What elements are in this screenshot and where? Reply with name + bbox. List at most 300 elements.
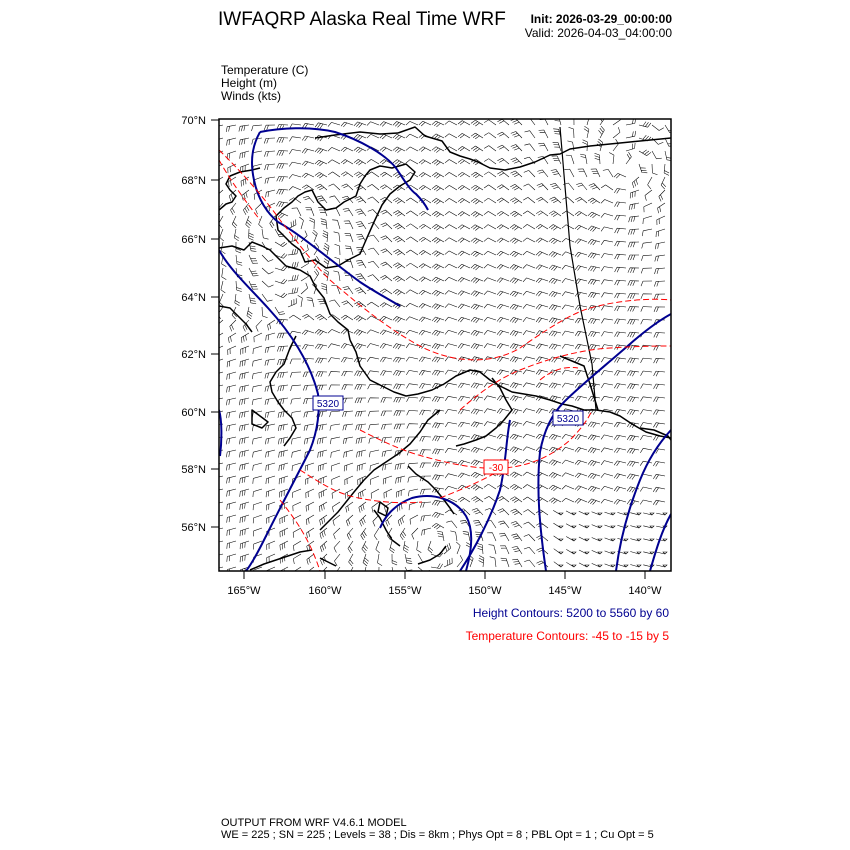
wind-barb	[458, 198, 470, 203]
wind-barb	[288, 287, 298, 294]
wind-barb	[368, 235, 379, 242]
wind-barb	[418, 567, 430, 573]
wind-barb	[614, 422, 626, 427]
wind-barb	[403, 541, 409, 553]
wind-barb	[348, 541, 353, 553]
wind-barb	[471, 291, 483, 297]
wind-barb	[354, 357, 366, 363]
wind-barb	[653, 487, 665, 492]
wind-barb	[342, 301, 353, 307]
wind-barb	[484, 120, 496, 125]
wind-barb	[445, 474, 457, 478]
wind-barb	[536, 305, 548, 310]
wind-barb	[588, 226, 600, 232]
wind-barb	[291, 385, 302, 391]
wind-barb	[341, 357, 353, 362]
wind-barb	[381, 398, 392, 403]
lon-label-155: 155°W	[388, 585, 422, 597]
wind-barb	[393, 134, 405, 140]
wind-barb	[315, 172, 327, 178]
height-contour-label-2	[553, 411, 583, 425]
wind-barb	[227, 502, 236, 510]
wind-barb	[253, 476, 262, 484]
wind-barb	[562, 211, 574, 216]
wind-barb	[249, 268, 259, 276]
wind-barb	[343, 424, 353, 430]
wind-barb	[347, 528, 353, 540]
wind-barb	[471, 172, 483, 178]
wind-barb	[314, 269, 319, 281]
wind-barb	[523, 238, 535, 242]
wind-barb	[246, 216, 252, 228]
wind-barb	[264, 138, 275, 144]
wind-barb	[643, 513, 654, 515]
wind-barb	[342, 385, 353, 390]
wind-barb	[249, 229, 254, 240]
wind-barb	[277, 333, 288, 338]
lat-label-70: 70°N	[181, 115, 206, 127]
wind-barb	[575, 266, 587, 271]
wind-barb	[536, 278, 548, 283]
wind-barb	[641, 268, 652, 273]
svg-text:5320: 5320	[316, 399, 340, 410]
wind-barb	[458, 121, 470, 126]
wind-barb	[230, 320, 236, 331]
wind-barb	[241, 333, 249, 343]
wind-barb	[406, 237, 418, 242]
wind-barb	[582, 140, 587, 151]
wind-barb	[536, 510, 548, 515]
wind-barb	[489, 545, 497, 554]
wind-barb	[658, 203, 666, 213]
wind-barb	[380, 357, 392, 362]
wind-barb	[432, 147, 444, 153]
wind-barb	[236, 281, 242, 292]
wind-barb	[240, 502, 249, 510]
wind-barb	[592, 538, 602, 542]
wind-barb	[227, 554, 236, 562]
wind-barb	[343, 287, 353, 295]
wind-barb	[393, 289, 405, 295]
wind-barb	[432, 512, 444, 518]
wind-barb	[316, 372, 327, 377]
wind-barb	[361, 528, 367, 540]
wind-barb	[510, 383, 522, 389]
wind-barb	[369, 450, 379, 457]
wind-barb	[601, 185, 613, 190]
wind-barb	[601, 306, 613, 311]
wind-barb	[419, 160, 431, 165]
wind-barb	[275, 307, 285, 315]
wind-barb	[220, 229, 224, 241]
wind-barb	[419, 173, 431, 178]
wind-barb	[497, 331, 509, 336]
wind-barb	[511, 509, 523, 515]
wind-barb	[319, 502, 327, 512]
wind-barb	[510, 447, 522, 453]
wind-barb	[445, 396, 457, 401]
wind-barb	[356, 234, 366, 242]
wind-barb	[406, 330, 418, 334]
wind-barb	[318, 463, 327, 471]
wind-barb	[394, 424, 405, 429]
wind-barb	[656, 565, 667, 567]
wind-barb	[601, 371, 613, 376]
wind-barb	[575, 344, 587, 349]
wind-barb	[510, 344, 522, 350]
wind-barb	[371, 476, 379, 485]
wind-barb	[615, 267, 626, 272]
wind-barb	[536, 344, 548, 349]
wind-barb	[239, 138, 249, 145]
wind-barb	[661, 177, 666, 189]
wind-barb	[406, 277, 418, 282]
wind-barb	[640, 487, 652, 492]
wind-barb	[331, 463, 340, 471]
wind-barb	[432, 224, 444, 230]
wind-barb	[373, 515, 379, 526]
wind-barb	[523, 357, 535, 361]
wind-barb	[315, 344, 327, 350]
wind-barb	[615, 319, 627, 324]
wind-barb	[406, 134, 418, 138]
wind-barb	[256, 203, 263, 214]
wind-barb	[432, 160, 444, 166]
wind-barb	[422, 528, 431, 536]
wind-barb	[431, 564, 443, 569]
wind-barb	[549, 225, 561, 231]
wind-barb	[536, 331, 548, 336]
wind-barb	[497, 171, 509, 177]
wind-barb	[390, 541, 395, 553]
wind-barb	[253, 346, 262, 354]
wind-barb	[291, 437, 301, 444]
plot-title: IWFAQRP Alaska Real Time WRF	[218, 9, 506, 30]
wind-barb	[332, 220, 340, 229]
wind-barb	[266, 333, 275, 341]
wind-barb	[497, 198, 509, 203]
wind-barb	[419, 264, 431, 269]
wind-barb	[601, 227, 613, 231]
wind-barb	[406, 147, 418, 151]
wind-barb	[420, 502, 431, 508]
svg-text:5320: 5320	[556, 414, 580, 425]
wind-barb	[364, 567, 370, 579]
valid-time: Valid: 2026-04-03_04:00:00	[524, 26, 672, 40]
wind-barb	[484, 330, 496, 334]
wind-barb	[265, 177, 275, 184]
wind-barb	[614, 435, 626, 440]
wind-barb	[653, 474, 665, 479]
wind-barb	[240, 151, 249, 159]
wind-barb	[367, 134, 379, 138]
wind-barb	[641, 320, 652, 325]
wind-barb	[575, 197, 587, 203]
wind-barb	[307, 567, 314, 578]
wind-barb	[641, 358, 653, 363]
wind-barb	[445, 212, 457, 217]
wind-barb	[484, 264, 496, 268]
wind-barb	[357, 463, 366, 471]
wind-barb	[302, 149, 314, 154]
wind-barb	[592, 550, 602, 554]
wind-barb	[628, 294, 639, 299]
wind-barb	[497, 238, 509, 243]
wind-barb	[432, 370, 444, 376]
wind-barb	[601, 461, 613, 465]
wind-barb	[419, 250, 431, 255]
wind-barb	[575, 239, 587, 244]
wind-barb	[380, 134, 392, 139]
wind-barb	[302, 185, 314, 190]
wind-barb	[484, 291, 496, 295]
wind-barb	[265, 411, 275, 418]
wind-barb	[328, 172, 340, 177]
wind-barb	[419, 185, 431, 190]
wind-barb	[406, 357, 418, 361]
wind-barb	[428, 541, 433, 553]
wind-barb	[549, 292, 561, 298]
wind-barb	[406, 303, 418, 307]
wind-barb	[628, 281, 639, 286]
wind-barb	[330, 424, 340, 431]
wind-barb	[290, 372, 301, 378]
wind-barb	[227, 359, 236, 367]
wind-barb	[458, 485, 470, 490]
wind-barb	[334, 541, 340, 553]
wind-barb	[328, 160, 340, 164]
wind-barb	[510, 370, 522, 376]
wind-barb	[615, 215, 626, 220]
wind-barb	[589, 184, 600, 191]
wind-barb	[523, 409, 535, 413]
wind-barb	[367, 330, 379, 334]
wind-barb	[628, 306, 639, 311]
wind-barb	[471, 185, 483, 191]
wind-barb	[329, 300, 340, 307]
wind-barb	[342, 398, 353, 403]
wind-barb	[510, 225, 522, 231]
wind-barb	[253, 463, 262, 471]
wind-barb	[275, 266, 287, 271]
wind-barb	[279, 463, 288, 471]
wind-barb	[222, 268, 227, 280]
wind-barb	[562, 460, 574, 464]
wind-barb	[240, 554, 249, 562]
wind-barb	[523, 291, 535, 295]
wind-barb	[562, 318, 574, 322]
wind-barb	[588, 331, 600, 337]
wind-barb	[458, 146, 470, 151]
wind-barb	[549, 265, 561, 271]
wind-barb	[319, 489, 327, 498]
wind-barb	[605, 512, 616, 515]
wind-barb	[510, 434, 522, 440]
wind-barb	[356, 260, 366, 268]
wind-barb	[484, 496, 496, 502]
wind-barb	[588, 357, 600, 362]
wind-barb	[510, 211, 522, 217]
wind-barb	[458, 422, 470, 427]
wind-barb	[484, 146, 496, 151]
wind-barb	[601, 267, 613, 272]
wind-barb	[292, 208, 301, 216]
wind-barb	[605, 538, 615, 541]
wind-barb	[262, 229, 269, 239]
wind-barb	[315, 123, 327, 129]
wind-barb	[445, 264, 457, 268]
wind-barb	[562, 486, 574, 490]
wind-barb	[614, 173, 626, 178]
wind-barb	[268, 320, 276, 330]
wind-barb	[632, 177, 639, 188]
wind-barb	[643, 216, 652, 224]
wind-barb	[445, 121, 457, 125]
wind-barb	[354, 122, 366, 128]
wind-barb	[575, 473, 587, 478]
wind-barb	[579, 550, 589, 554]
wind-barb	[445, 435, 457, 440]
wind-barb	[445, 330, 457, 334]
wind-barb	[640, 435, 652, 440]
wind-barb	[349, 567, 354, 579]
wind-barb	[562, 279, 574, 283]
wind-barb	[445, 486, 457, 490]
wind-barb	[445, 160, 457, 165]
wind-barb	[329, 184, 341, 190]
wind-barb	[242, 190, 249, 201]
wind-barb	[549, 252, 561, 258]
wind-barb	[640, 410, 652, 415]
wind-barb	[301, 258, 309, 268]
wind-barb	[497, 409, 509, 414]
wind-barb	[277, 176, 288, 181]
wind-barb	[497, 370, 509, 375]
wind-barb	[410, 515, 418, 525]
wind-barb	[408, 489, 418, 496]
temperature-contours	[219, 150, 671, 571]
lat-label-60: 60°N	[181, 407, 206, 419]
wind-barb	[356, 424, 366, 430]
wind-barb	[328, 147, 340, 151]
wind-barb	[384, 489, 392, 498]
wind-barb	[523, 510, 535, 516]
wind-barb	[342, 184, 354, 190]
wind-barb	[328, 329, 340, 333]
wind-barb	[334, 554, 340, 566]
wind-barb	[553, 523, 563, 528]
wind-barb	[552, 156, 561, 164]
wind-barb	[231, 203, 237, 215]
wind-barb	[627, 384, 639, 389]
wind-barb	[247, 307, 253, 319]
wind-barb	[406, 344, 418, 348]
wind-barb	[510, 198, 522, 204]
wind-barb	[380, 147, 392, 152]
wind-barb	[523, 251, 535, 255]
wind-barb	[615, 228, 626, 233]
wind-barb	[226, 437, 236, 444]
wind-barb	[523, 472, 535, 476]
wind-barb	[641, 371, 653, 376]
wind-barb	[445, 344, 457, 348]
wind-barb	[406, 198, 418, 203]
wind-barb	[471, 251, 483, 257]
wind-barb	[419, 370, 431, 375]
wind-barb	[355, 411, 366, 417]
wind-barb	[380, 371, 392, 376]
wind-barb	[406, 384, 418, 389]
wind-barb	[484, 251, 496, 255]
wind-barb	[588, 499, 600, 505]
wind-barb	[393, 357, 405, 363]
wind-barb	[458, 448, 470, 453]
wind-barb	[335, 567, 340, 579]
wind-barb	[601, 293, 613, 298]
wind-barb	[471, 146, 483, 152]
wind-barb	[562, 498, 574, 502]
wind-barb	[277, 189, 288, 194]
wind-barb	[406, 211, 418, 216]
wind-barb	[510, 421, 522, 427]
wind-barb	[554, 549, 563, 554]
wind-barb	[609, 153, 614, 165]
wind-barb	[641, 281, 652, 286]
wind-barb	[419, 384, 431, 389]
wind-barb	[497, 119, 509, 125]
wind-barb	[345, 246, 353, 255]
wind-barb	[226, 463, 236, 470]
wind-barb	[575, 435, 587, 440]
wind-barb	[554, 562, 563, 567]
wind-barb	[315, 160, 327, 166]
wind-barb	[562, 238, 574, 242]
wind-barb	[362, 541, 368, 553]
wind-barb	[628, 229, 639, 235]
wind-barb	[497, 211, 509, 216]
wind-barb	[393, 198, 405, 204]
wind-barb	[456, 542, 460, 554]
wind-barb	[419, 147, 431, 152]
wind-barb	[614, 396, 626, 401]
wind-barb	[562, 344, 574, 348]
wind-barb	[380, 289, 392, 294]
wind-barb	[536, 447, 548, 452]
wind-barb	[484, 211, 496, 216]
wind-barb	[252, 125, 263, 131]
wind-barb	[393, 122, 405, 128]
wind-barb	[484, 370, 496, 374]
wind-barb	[627, 474, 639, 480]
wind-barb	[588, 318, 600, 324]
wind-barb	[601, 435, 613, 439]
wind-barb	[227, 489, 236, 497]
wind-barb	[484, 159, 496, 164]
wind-barb	[278, 372, 288, 378]
wind-barb	[275, 242, 287, 247]
wind-barb	[471, 212, 483, 218]
wind-barb	[252, 372, 262, 379]
wind-barb	[367, 357, 379, 362]
wind-barb	[380, 330, 392, 335]
wind-barb	[654, 371, 665, 376]
lat-label-62: 62°N	[181, 349, 206, 361]
wind-barb	[471, 330, 483, 336]
wind-barb	[265, 346, 275, 353]
wind-barb	[497, 317, 509, 322]
wind-barb	[342, 411, 353, 417]
wind-barb	[290, 359, 301, 364]
